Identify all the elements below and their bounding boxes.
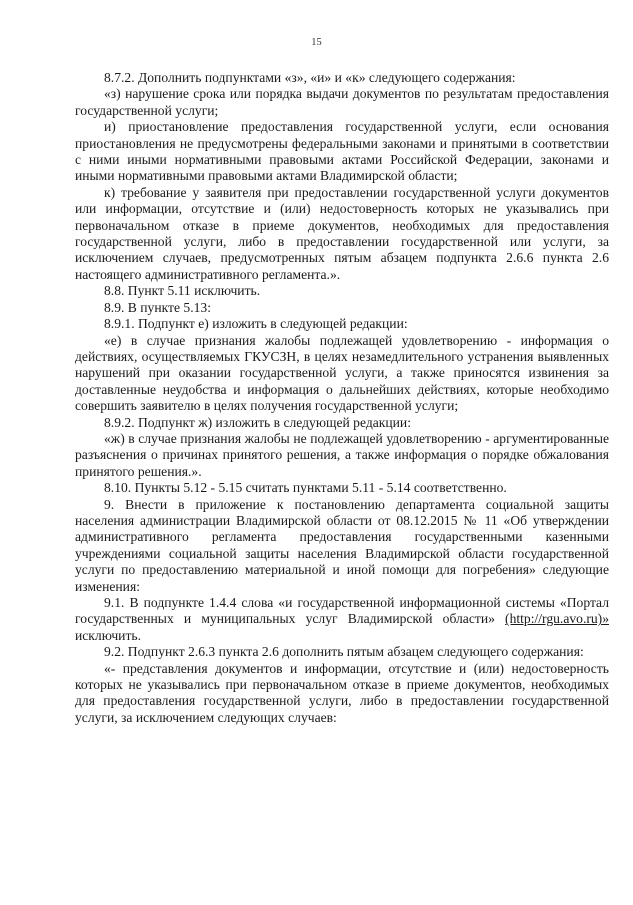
paragraph-8-9-2: 8.9.2. Подпункт ж) изложить в следующей редакции: [104, 414, 411, 430]
paragraph-subitem-zh: «ж) в случае признания жалобы не подлежащей удовлетворению - аргументированные разъяснения о причинах принятого решения, а также информация о порядке обжалования принятого решения.». [75, 430, 609, 479]
paragraph-subitem-z: «з) нарушение срока или порядка выдачи документов по результатам предоставления государственной услуги; [75, 86, 609, 118]
document-body [75, 70, 609, 726]
paragraph-9-1 [75, 595, 609, 644]
paragraph-9-1-text: 9.1. В подпункте 1.4.4 слова «и государственной информационной системы «Портал государственных и муниципальных услуг Владимирской области» [75, 595, 609, 627]
paragraph-subitem-i: и) приостановление предоставления государственной услуги, если основания приостановления не предусмотрены федеральными законами и принятыми в соответствии с ними иными нормативными правовыми актами Российской Федерации, законами и иными нормативными правовыми актами Владимирской области; [75, 119, 609, 184]
paragraph-9: 9. Внести в приложение к постановлению департамента социальной защиты населения администрации Владимирской области от 08.12.2015 № 11 «Об утверждении административного регламента предоставления государственными казенными учреждениями социальной защиты населения Владимирской области государственной услуги по предоставлению материальной и иной помощи для погребения» следующие изменения: [75, 496, 609, 594]
paragraph-9-2: 9.2. Подпункт 2.6.3 пункта 2.6 дополнить пятым абзацем следующего содержания: [104, 644, 584, 660]
paragraph-8-9: 8.9. В пункте 5.13: [104, 299, 211, 315]
paragraph-8-7-2: 8.7.2. Дополнить подпунктами «з», «и» и «к» следующего содержания: [104, 70, 516, 85]
rgu-portal-link[interactable]: (http://rgu.avo.ru)» [505, 611, 609, 627]
paragraph-8-9-1: 8.9.1. Подпункт е) изложить в следующей редакции: [104, 316, 408, 332]
paragraph-8-10: 8.10. Пункты 5.12 - 5.15 считать пунктами 5.11 - 5.14 соответственно. [104, 480, 507, 496]
paragraph-subitem-e: «е) в случае признания жалобы подлежащей удовлетворению - информация о действиях, осуществляемых ГКУСЗН, в целях незамедлительного устранения выявленных нарушений при оказании государственной услуги, а также приносятся извинения за доставленные неудобства и информация о дальнейших действиях, которые необходимо совершить заявителю в целях получения государственной услуги; [75, 332, 609, 414]
paragraph-subitem-k: к) требование у заявителя при предоставлении государственной услуги документов или информации, отсутствие и (или) недостоверность которых не указывались при первоначальном отказе в приеме документов, необходимых для предоставления государственной услуги, либо в предоставлении государственной или услуги, за исключением случаев, предусмотренных пятым абзацем подпункта 2.6.6 пункта 2.6 настоящего административного регламента.». [75, 184, 609, 282]
paragraph-9-2-quote: «- представления документов и информации, отсутствие и (или) недостоверность которых не указывались при первоначальном отказе в приеме документов, необходимых для предоставления государственной услуги, либо в предоставлении государственной услуги, за исключением следующих случаев: [75, 660, 609, 725]
page-number: 15 [311, 37, 322, 48]
paragraph-9-1-tail: исключить. [75, 627, 141, 643]
paragraph-8-8: 8.8. Пункт 5.11 исключить. [104, 283, 261, 299]
